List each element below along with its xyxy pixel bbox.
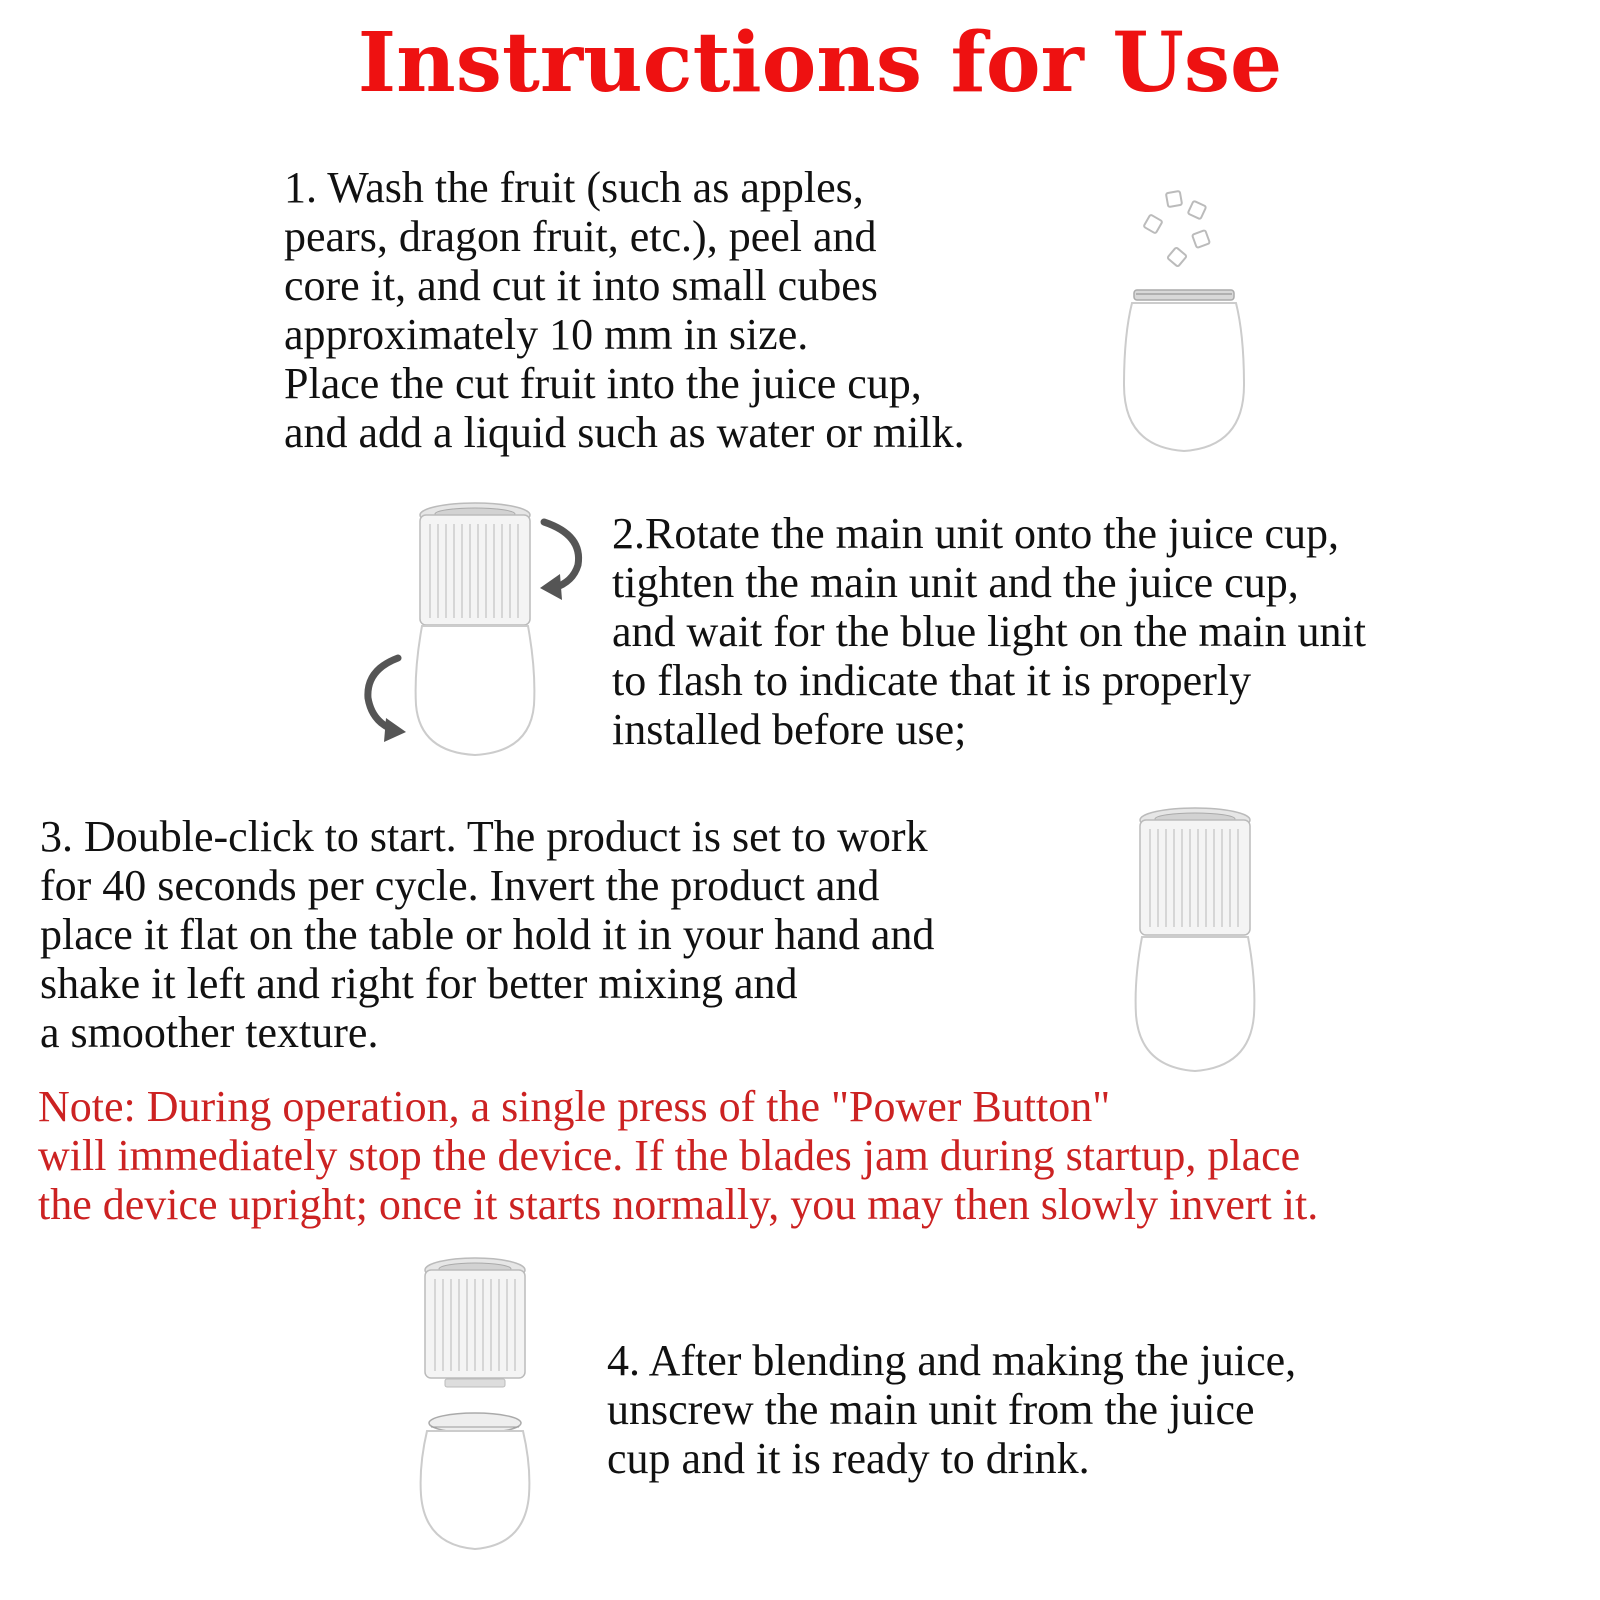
step-4-text: 4. After blending and making the juice, unscrew the main unit from the juice cup and it is ready to drink. xyxy=(607,1336,1297,1483)
fruit-cubes-into-cup-icon xyxy=(1110,185,1260,465)
power-button-note: Note: During operation, a single press of the "Power Button" will immediately stop the device. If the blades jam during startup, place the device upright; once it starts normally, you may then slowly invert it. xyxy=(38,1082,1319,1229)
step-3-text: 3. Double-click to start. The product is set to work for 40 seconds per cycle. Invert the product and place it flat on the table or hold it in your hand and shake it left and right for better mixing and a smoother texture. xyxy=(40,812,935,1057)
separated-blender-icon xyxy=(415,1255,535,1555)
page-title: Instructions for Use xyxy=(357,15,1283,111)
rotate-assemble-blender-icon xyxy=(358,500,598,775)
step-1-text: 1. Wash the fruit (such as apples, pears, dragon fruit, etc.), peel and core it, and cut it into small cubes approximately 10 mm in size. Place the cut fruit into the juice cup, and add a liquid such as water or milk. xyxy=(284,163,965,457)
assembled-blender-icon xyxy=(1130,805,1260,1080)
step-2-text: 2.Rotate the main unit onto the juice cup, tighten the main unit and the juice cup, and wait for the blue light on the main unit to flash to indicate that it is properly installed before use; xyxy=(612,509,1366,754)
